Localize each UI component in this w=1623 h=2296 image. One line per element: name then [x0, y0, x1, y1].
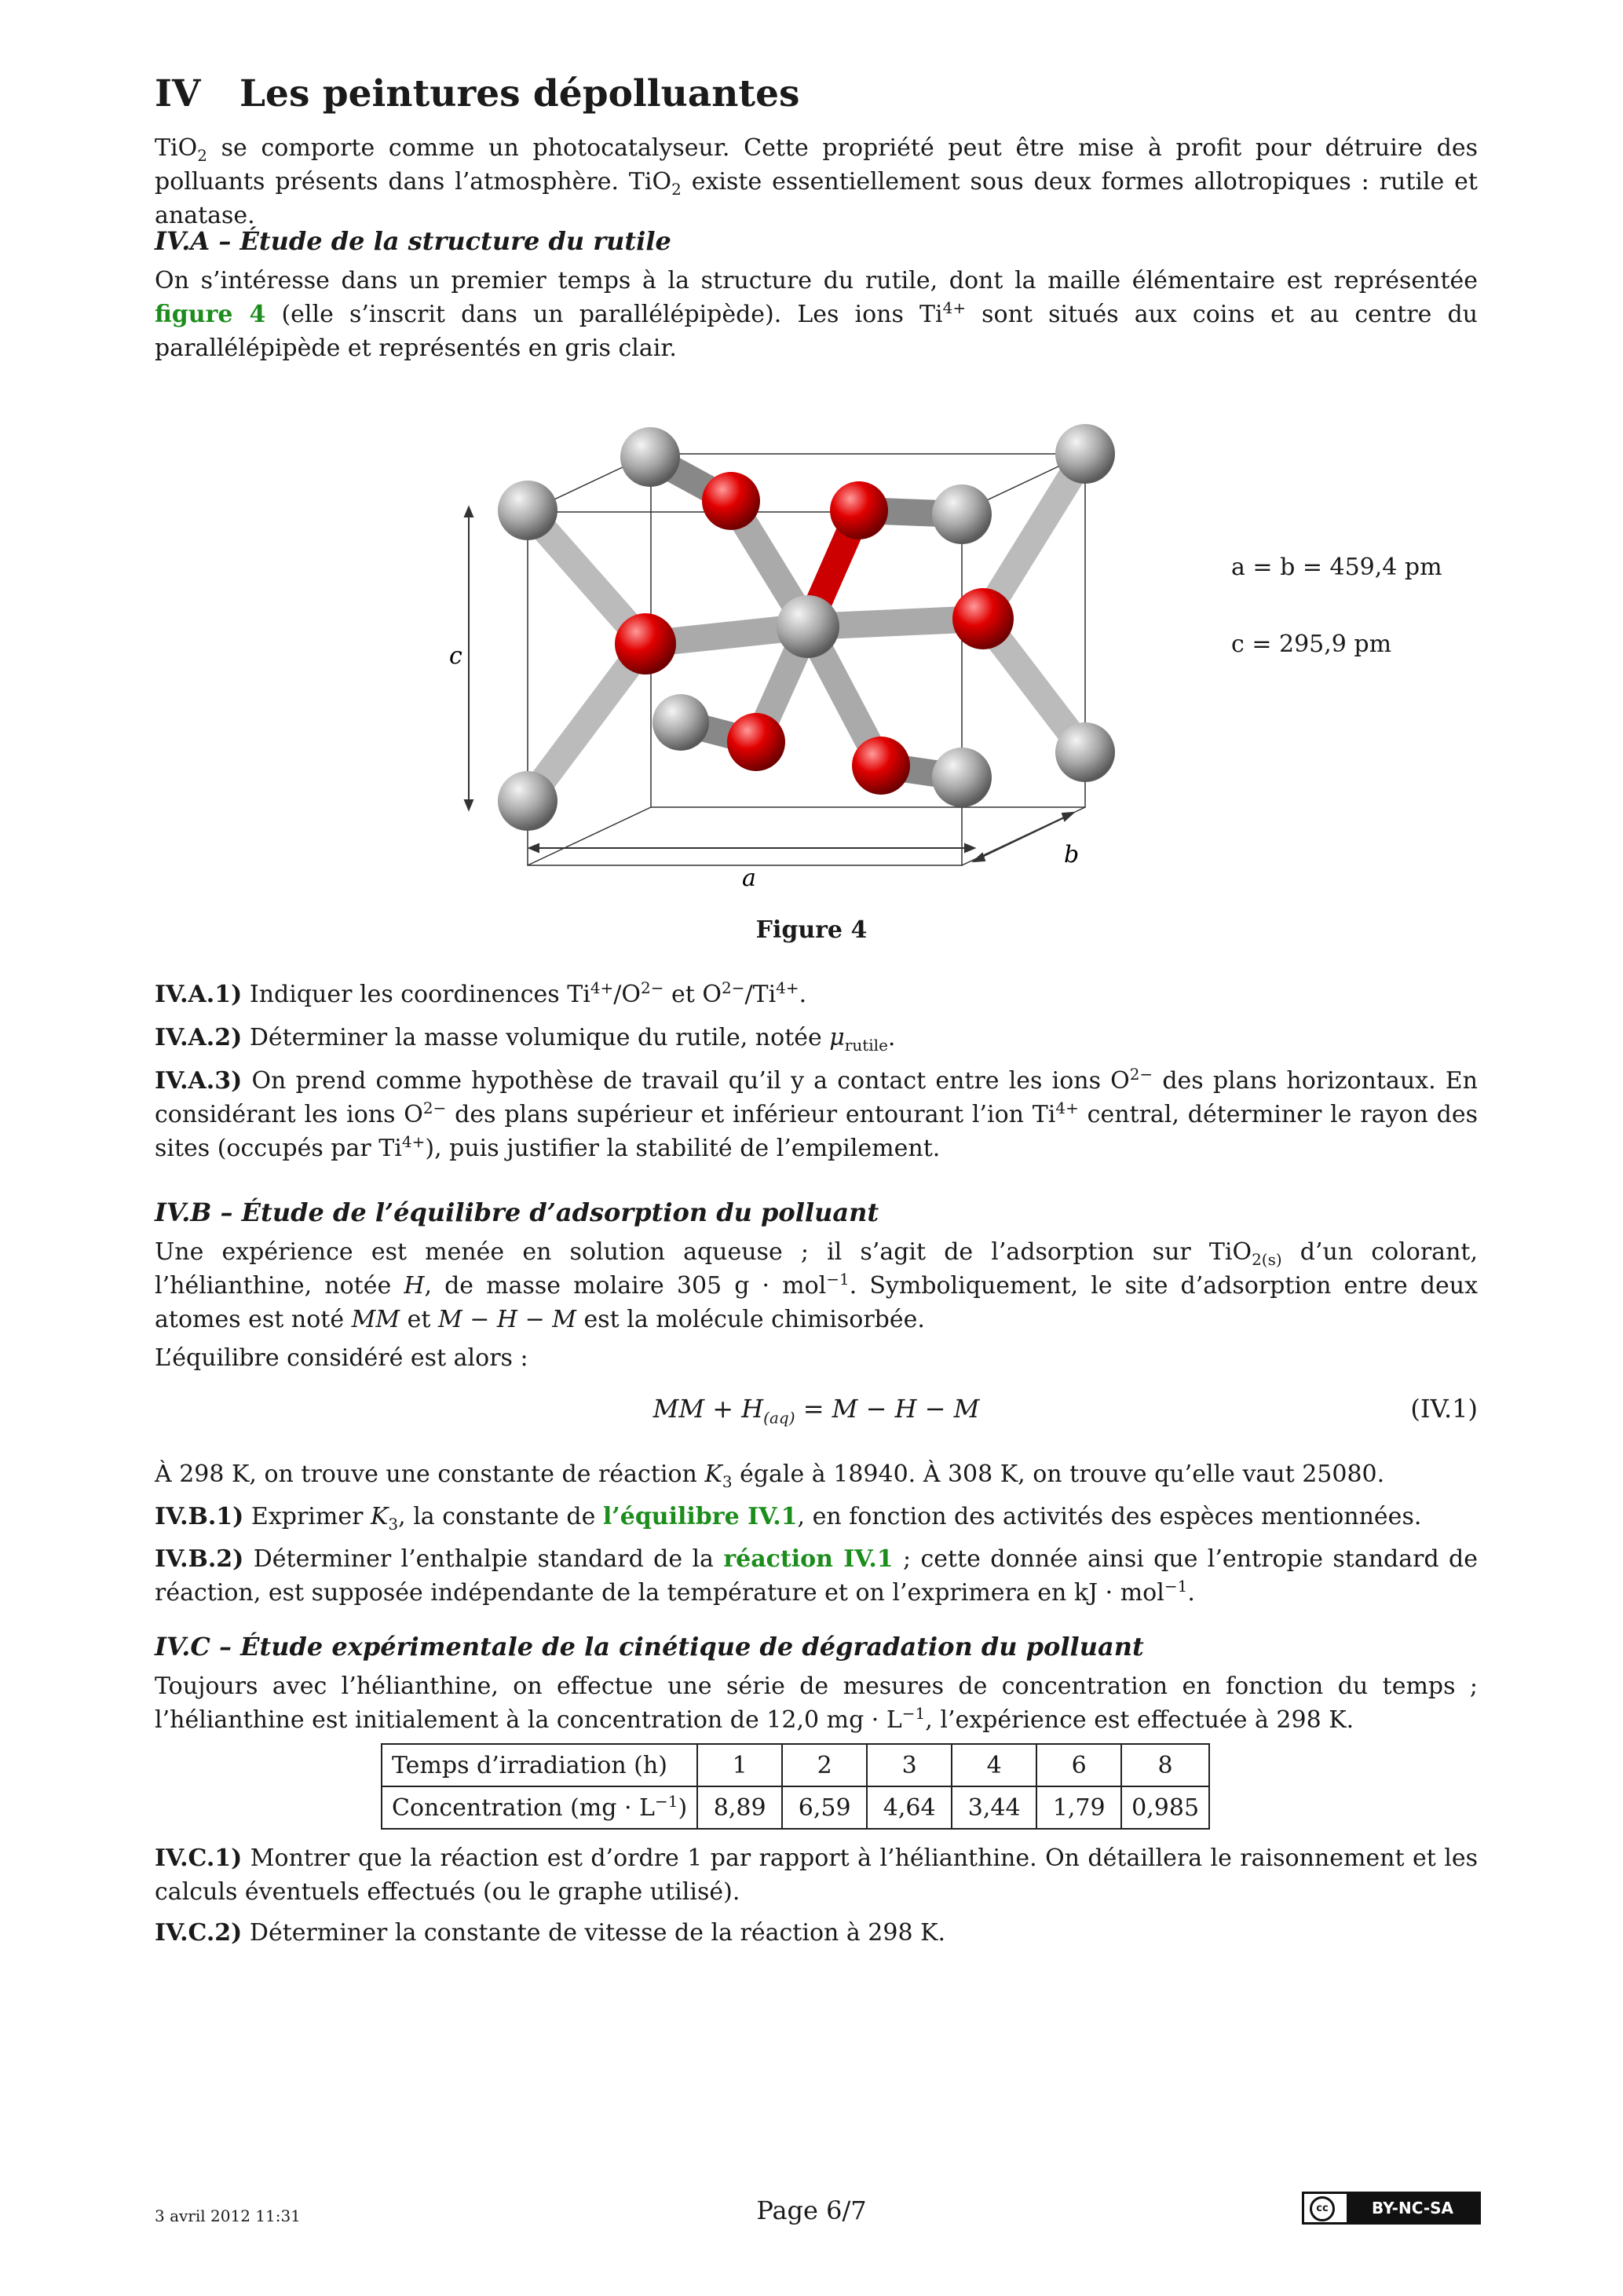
- footer-page-number: Page 6/7: [756, 2195, 867, 2225]
- table-row: [382, 1744, 1209, 1786]
- table-cell: 3: [867, 1744, 952, 1786]
- question-a1: IV.A.1) Indiquer les coordinences $Ti^{4+}/O^{2-}$ et $O^{2-}/Ti^{4+}$.: [155, 978, 807, 1008]
- ti-ion: [932, 748, 992, 807]
- figure-4-link[interactable]: figure 4: [155, 301, 266, 328]
- reaction-link[interactable]: réaction IV.1: [723, 1545, 894, 1573]
- cc-icon: cc: [1310, 2196, 1335, 2221]
- figure-caption: Figure 4: [755, 916, 868, 944]
- equation-iv1: MM + $H_{(aq)} = M - H - M$ (IV.1): [652, 1394, 1478, 1428]
- o-ion: [952, 588, 1014, 649]
- table-cell: 4: [952, 1744, 1036, 1786]
- table-header-concentration: Concentration $(mg \cdot L^{-1})$: [382, 1786, 697, 1829]
- license-text: BY-NC-SA: [1347, 2194, 1479, 2222]
- ti-ion: [1055, 722, 1115, 782]
- o-ion: [852, 737, 910, 795]
- table-cell: 0,985: [1121, 1786, 1209, 1829]
- intro-paragraph: TiO$_2$ se comporte comme un photocatalyseur. Cette propriété peut être mise à profit pour détruire des polluants présents dans l’atmosphère. TiO$_2$ existe essentiellement sous deux formes allotropiques : rutile et anatase.: [155, 134, 1478, 229]
- ti-ion: [652, 694, 709, 751]
- question-c2: IV.C.2) Déterminer la constante de vitesse de la réaction à 298 K.: [155, 1919, 946, 1947]
- subsection-b-paragraph: Une expérience est menée en solution aqueuse ; il s’agit de l’adsorption sur TiO$_{2(s)}$ d’un colorant, l’hélianthine, notée H, de masse molaire 305 g · mol$^{-1}$. Symboliquement, le site d’adsorption entre deux atomes est noté MM et M − H − M est la molécule chimisorbée. L’équilibre considéré est alors :: [155, 1238, 1478, 1372]
- ti-ion-center: [777, 595, 839, 658]
- table-cell: 4,64: [867, 1786, 952, 1829]
- ti-ion: [498, 481, 557, 540]
- o-ion: [702, 472, 760, 530]
- ti-ion: [498, 771, 557, 831]
- atoms: [498, 424, 1115, 831]
- question-b1: IV.B.1) Exprimer $K_3$, la constante de l’équilibre IV.1, en fonction des activités des espèces mentionnées.: [155, 1503, 1422, 1534]
- equation-number: (IV.1): [1410, 1394, 1478, 1424]
- ti-ion: [620, 427, 680, 487]
- table-cell: 2: [782, 1744, 867, 1786]
- section-title: [155, 72, 800, 115]
- equilibrium-link[interactable]: l’équilibre IV.1: [602, 1503, 798, 1530]
- table-cell: 1,79: [1036, 1786, 1121, 1829]
- cell-param-c: c = 295,9 pm: [1231, 631, 1392, 658]
- label-b: b: [1064, 841, 1080, 868]
- ti-ion: [1055, 424, 1115, 484]
- table-cell: 3,44: [952, 1786, 1036, 1829]
- o-ion: [830, 481, 888, 539]
- cell-param-ab: a = b = 459,4 pm: [1231, 554, 1442, 581]
- subsection-b-title: IV.B – Étude de l’équilibre d’adsorption du polluant: [155, 1197, 879, 1227]
- table-cell: 8,89: [697, 1786, 782, 1829]
- subsection-c-title: IV.C – Étude expérimentale de la cinétique de dégradation du polluant: [155, 1632, 1144, 1662]
- subsection-c-paragraph: Toujours avec l’hélianthine, on effectue une série de mesures de concentration en fonction du temps ; l’hélianthine est initialement à la concentration de 12,0 mg · $L^{-1}$, l’expérience est effectuée à 298 K.: [155, 1673, 1478, 1734]
- table-cell: 6: [1036, 1744, 1121, 1786]
- subsection-a-title: IV.A – Étude de la structure du rutile: [155, 226, 671, 256]
- table-cell: 6,59: [782, 1786, 867, 1829]
- label-a: a: [742, 865, 756, 892]
- license-badge: [1302, 2192, 1481, 2225]
- ti-ion: [932, 484, 992, 544]
- table-row: [382, 1786, 1209, 1829]
- question-c1: IV.C.1) Montrer que la réaction est d’ordre 1 par rapport à l’hélianthine. On détaillera le raisonnement et les calculs éventuels effectués (ou le graphe utilisé).: [155, 1844, 1478, 1906]
- question-a3: IV.A.3) On prend comme hypothèse de travail qu’il y a contact entre les ions $O^{2-}$ des plans horizontaux. En considérant les ions $O^{2-}$ des plans supérieur et inférieur entourant l’ion $Ti^{4+}$ central, déterminer le rayon des sites (occupés par $Ti^{4+}$), puis justifier la stabilité de l’empilement.: [155, 1065, 1478, 1162]
- figure-4-rutile-cell: [449, 408, 1162, 898]
- subsection-a-paragraph: On s’intéresse dans un premier temps à la structure du rutile, dont la maille élémentaire est représentée figure 4 (elle s’inscrit dans un parallélépipède). Les ions $Ti^{4+}$ sont situés aux coins et au centre du parallélépipède et représentés en gris clair.: [155, 267, 1479, 362]
- table-cell: 8: [1121, 1744, 1209, 1786]
- section-title-text: Les peintures dépolluantes: [239, 72, 800, 115]
- table-cell: 1: [697, 1744, 782, 1786]
- o-ion: [615, 613, 676, 675]
- o-ion: [727, 713, 785, 771]
- question-b2: IV.B.2) Déterminer l’enthalpie standard de la réaction IV.1 ; cette donnée ainsi que l’entropie standard de réaction, est supposée indépendante de la température et on l’exprimera en kJ · mol$^{-1}$.: [155, 1545, 1478, 1607]
- label-c: c: [449, 642, 462, 670]
- constant-values: À 298 K, on trouve une constante de réaction $K_3$ égale à 18940. À 308 K, on trouve qu’elle vaut 25080.: [155, 1461, 1385, 1491]
- table-header-time: Temps d’irradiation (h): [382, 1744, 697, 1786]
- section-number: IV: [155, 72, 201, 115]
- footer-date: 3 avril 2012 11:31: [155, 2206, 301, 2225]
- concentration-table: [381, 1743, 1210, 1830]
- question-a2: IV.A.2) Déterminer la masse volumique du rutile, notée $\mu_{rutile}$.: [155, 1024, 896, 1055]
